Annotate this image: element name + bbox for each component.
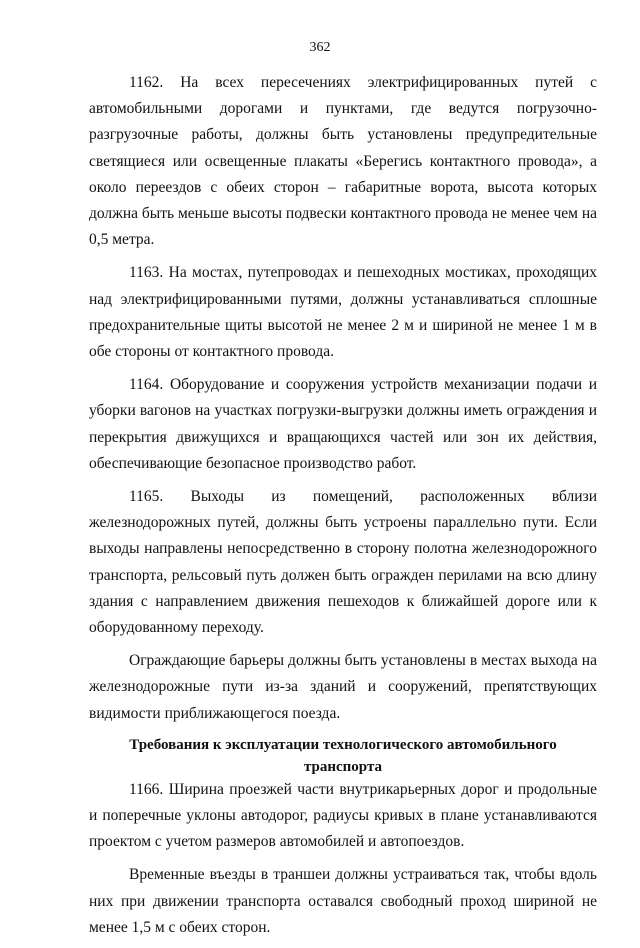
paragraph-1165-continuation: Ограждающие барьеры должны быть установлены в местах выхода на железнодорожные пути из-за зданий и сооружений, препятствующих видимости приближающегося поезда. (89, 652, 597, 722)
paragraph-1165: 1165. Выходы из помещений, расположенных вблизи железнодорожных путей, должны быть устроены параллельно пути. Если выходы направлены непосредственно в сторону полотна железнодорожного транспорта, рельсовый путь должен быть огражден перилами на всю длину здания с направлением движения пешеходов к ближайшей дороге или к оборудованному переходу. (89, 488, 597, 637)
paragraph-1166-continuation: Временные въезды в траншеи должны устраиваться так, чтобы вдоль них при движении транспорта оставался свободный проход шириной не менее 1,5 м с обеих сторон. (89, 866, 597, 936)
paragraph-1162: 1162. На всех пересечениях электрифицированных путей с автомобильными дорогами и пунктами, где ведутся погрузочно-разгрузочные работы, должны быть установлены предупредительные светящиеся или освещенные плакаты «Берегись контактного провода», а около переездов с обеих сторон – габаритные ворота, высота которых должна быть меньше высоты подвески контактного провода не менее чем на 0,5 метра. (89, 74, 597, 249)
page-number: 362 (309, 40, 331, 55)
document-body (89, 70, 597, 948)
paragraph-1166: 1166. Ширина проезжей части внутрикарьерных дорог и продольные и поперечные уклоны автодорог, радиусы кривых в плане устанавливаются проектом с учетом размеров автомобилей и автопоездов. (89, 780, 597, 851)
section-heading: Требования к эксплуатации технологического автомобильного транспорта (129, 736, 557, 775)
paragraph-1164: 1164. Оборудование и сооружения устройств механизации подачи и уборки вагонов на участках погрузки-выгрузки должны иметь ограждения и перекрытия движущихся и вращающихся частей или зон их действия, обеспечивающие безопасное производство работ. (89, 376, 597, 472)
paragraph-1163: 1163. На мостах, путепроводах и пешеходных мостиках, проходящих над электрифицированными путями, должны устанавливаться сплошные предохранительные щиты высотой не менее 2 м и шириной не менее 1 м в обе стороны от контактного провода. (89, 264, 597, 361)
